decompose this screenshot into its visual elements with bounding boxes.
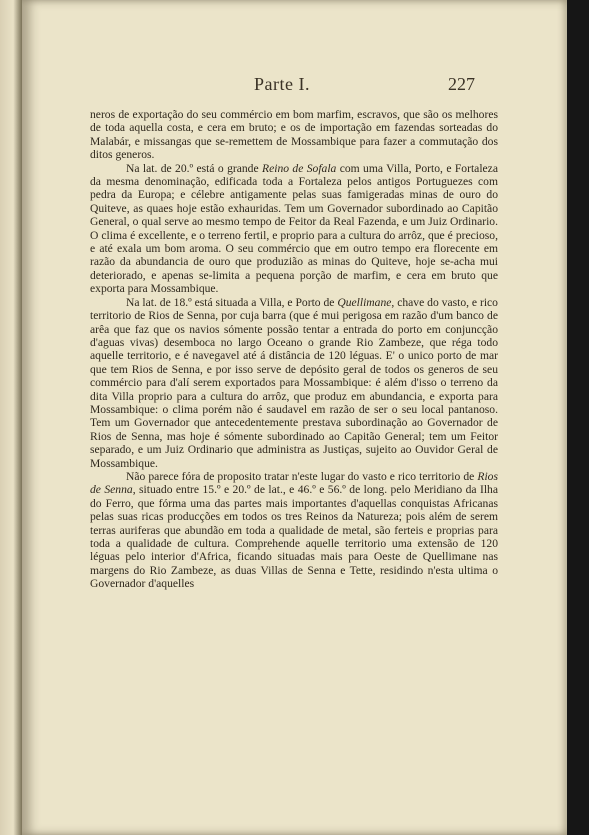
paragraph-text: com uma Villa, Porto, e Fortaleza da mesma denominação, edificada toda a Fortaleza pelos antigos Portuguezes com pedra da Europa; e célebre antigamente pelas suas famigeradas minas de ouro do Quiteve, as quaes hoje estão exhauridas. Tem um Governador subordinado ao Capitão General, o qual serve ao mesmo tempo de Feitor da Real Fazenda, e um Juiz Ordinario. O clima é excellente, e o terreno fertil, e proprio para a cultura do arrôz, que é precioso, e até exala um bom aroma. O seu commércio que em outro tempo era florecente em razão da abundancia de ouro que produzião as minas do Quiteve, hoje se-acha mui deteriorado, e apenas se-limita a pequena porção de marfim, e cera em bruto que exporta para Mossambique. (90, 161, 498, 296)
paragraph (90, 296, 498, 470)
italic-place-name: Reino de Sofala (262, 161, 337, 175)
paragraph-text: Na lat. de 18.º está situada a Villa, e Porto de (126, 295, 338, 309)
page-number: 227 (448, 74, 475, 94)
paragraph-text: Não parece fóra de proposito tratar n'este lugar do vasto e rico territorio de (126, 469, 478, 483)
facing-page-edge (0, 0, 22, 835)
paragraph (90, 162, 498, 296)
italic-place-name: Rios de Senna (90, 469, 498, 497)
paragraph-text: neros de exportação do seu commércio em bom marfim, escravos, que são os melhores de toda aquella costa, e cera em bruto; e os de importação em fazendas sorteadas do Malabár, e missangas que se-remettem de Mossambique para fazer a commutação dos ditos generos. (90, 108, 498, 162)
page-header (22, 74, 567, 98)
paragraph-text: Na lat. de 20.º está o grande (126, 161, 262, 175)
paragraph-text: , chave do vasto, e rico territorio de Rios de Senna, por cuja barra (que é mui perigosa em razão d'um banco de arêa que faz que os navios sómente possão tentar a entrada do porto em conjuncção d'aguas vivas) desemboca no largo Oceano o grande Rio Zambeze, que réga todo aquelle territorio, e é navegavel até á distância de 120 léguas. E' o unico porto de mar que tem Rios de Senna, e por isso serve de depósito geral de todos os generos de seu commércio para d'alí serem exportados para Mossambique: é além d'isso o terreno da dita Villa proprio para a cultura do arrôz, que produz em abundancia, e exporta para Mossambique: o clima porém não é saudavel em razão de ser o seu local pantanoso. Tem um Governador que antecedentemente prestava subordinação ao Governador de Rios de Senna, mas hoje é sómente subordinado ao Capitão General; tem um Feitor separado, e um Juiz Ordinario que administra as Justiças, sujeito ao Ouvidor Geral de Mossambique. (90, 295, 498, 470)
paragraph-text: , situado entre 15.º e 20.º de lat., e 46.º e 56.º de long. pelo Meridiano da Ilha do Ferro, que fórma uma das partes mais importantes d'aquellas conquistas Africanas pelas suas ricas producções em todos os tres Reinos da Natureza; pois além de serem terras auriferas que abundão em toda a qualidade de metal, são ferteis e proprias para toda a qualidade de cultura. Comprehende aquelle territorio uma extensão de 120 léguas pelo interior d'Africa, ficando situadas mais para Oeste de Quellimane nas margens do Rio Zambeze, as duas Villas de Senna e Tette, residindo n'esta ultima o Governador d'aquelles (90, 483, 498, 591)
book-page (22, 0, 567, 835)
scan-border (567, 0, 589, 835)
paragraph (90, 108, 498, 162)
italic-place-name: Quellimane (337, 295, 392, 309)
running-head: Parte I. (254, 74, 310, 94)
paragraph (90, 470, 498, 591)
page-body-text (90, 108, 498, 591)
